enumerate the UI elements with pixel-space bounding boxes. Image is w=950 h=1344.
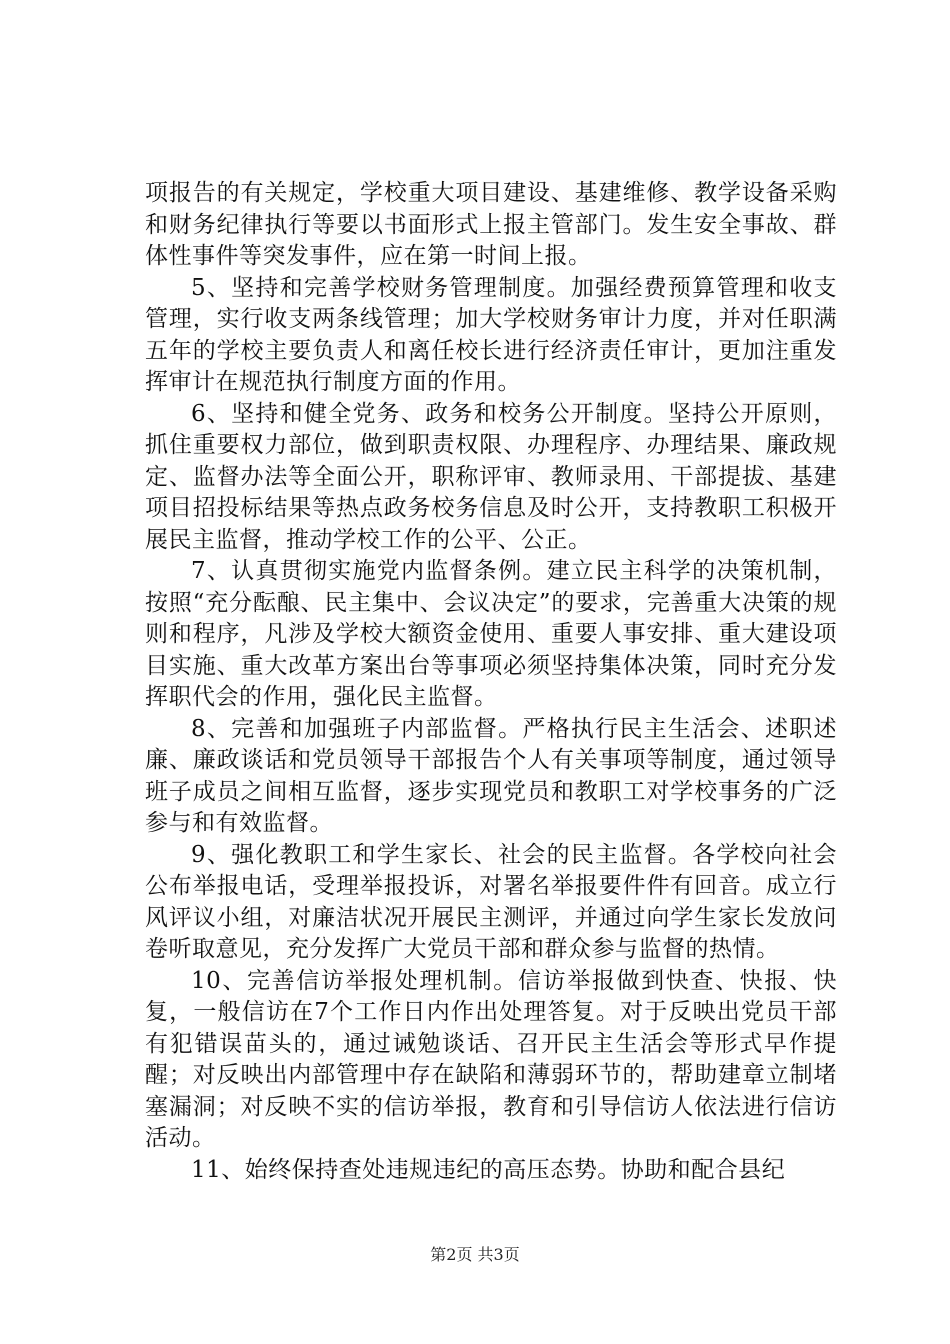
- paragraph-item-7: 7、认真贯彻实施党内监督条例。建立民主科学的决策机制，按照“充分酝酿、民主集中、会议决定”的要求，完善重大决策的规则和程序，凡涉及学校大额资金使用、重要人事安排、重大建设项目实施、重大改革方案出台等事项必须坚持集体决策，同时充分发挥职代会的作用，强化民主监督。: [145, 558, 837, 710]
- paragraph-continuation: 项报告的有关规定，学校重大项目建设、基建维修、教学设备采购和财务纪律执行等要以书面形式上报主管部门。发生安全事故、群体性事件等突发事件，应在第一时间上报。: [145, 180, 837, 269]
- paragraph-item-9: 9、强化教职工和学生家长、社会的民主监督。各学校向社会公布举报电话，受理举报投诉，对署名举报要件件有回音。成立行风评议小组，对廉洁状况开展民主测评，并通过向学生家长发放问卷听取意见，充分发挥广大党员干部和群众参与监督的热情。: [145, 841, 837, 962]
- paragraph-item-8: 8、完善和加强班子内部监督。严格执行民主生活会、述职述廉、廉政谈话和党员领导干部报告个人有关事项等制度，通过领导班子成员之间相互监督，逐步实现党员和教职工对学校事务的广泛参与和有效监督。: [145, 715, 837, 836]
- page-number-footer: 第2页 共3页: [430, 1245, 520, 1264]
- paragraph-item-11: 11、始终保持查处违规违纪的高压态势。协助和配合县纪: [191, 1156, 786, 1183]
- paragraph-item-5: 5、坚持和完善学校财务管理制度。加强经费预算管理和收支管理，实行收支两条线管理；加大学校财务审计力度，并对任职满五年的学校主要负责人和离任校长进行经济责任审计，更加注重发挥审计在规范执行制度方面的作用。: [145, 274, 837, 395]
- document-body: [145, 178, 837, 1186]
- paragraph-item-10: 10、完善信访举报处理机制。信访举报做到快查、快报、快复，一般信访在7个工作日内作出处理答复。对于反映出党员干部有犯错误苗头的，通过诫勉谈话、召开民主生活会等形式早作提醒；对反映出内部管理中存在缺陷和薄弱环节的，帮助建章立制堵塞漏洞；对反映不实的信访举报，教育和引导信访人依法进行信访活动。: [145, 967, 837, 1151]
- paragraph-item-6: 6、坚持和健全党务、政务和校务公开制度。坚持公开原则，抓住重要权力部位，做到职责权限、办理程序、办理结果、廉政规定、监督办法等全面公开，职称评审、教师录用、干部提拔、基建项目招投标结果等热点政务校务信息及时公开，支持教职工积极开展民主监督，推动学校工作的公平、公正。: [145, 400, 837, 553]
